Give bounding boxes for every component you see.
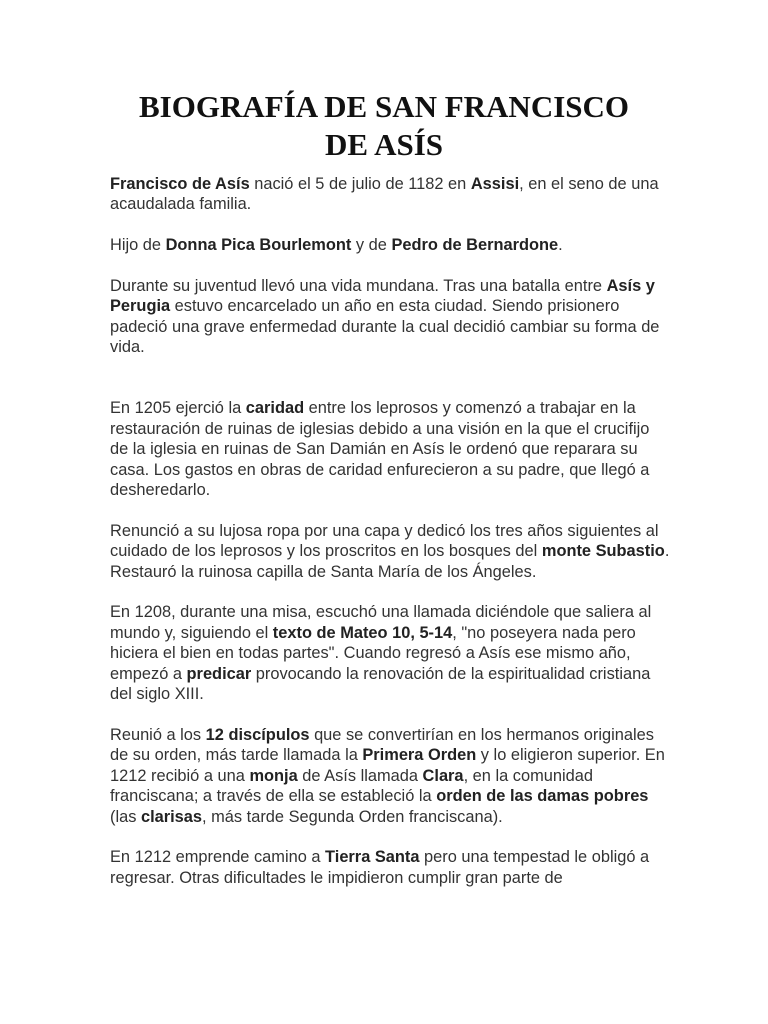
paragraph-text: , más tarde Segunda Orden franciscana). <box>202 807 503 826</box>
bold-term: orden de las damas pobres <box>436 787 649 806</box>
paragraph-text: . Restauró la ruinosa capilla de Santa María de los Ángeles. <box>110 542 670 581</box>
paragraph-text: Durante su juventud llevó una vida mundana. Tras una batalla entre <box>110 277 607 295</box>
paragraph-text: entre los leprosos y comenzó a trabajar en la restauración de ruinas de iglesias debido a una visión en la que el crucifijo de la iglesia en ruinas de San Damián en Asís le ordenó que reparara su casa. Los gastos en obras de caridad enfurecieron a su padre, que llegó a desheredarlo. <box>110 399 650 500</box>
paragraph-parents <box>110 235 670 255</box>
page-title <box>96 88 672 164</box>
paragraph-text: (las <box>110 807 141 826</box>
paragraph-text: pero una tempestad le obligó a regresar. Otras dificultades le impidieron cumplir gran parte de <box>110 848 650 887</box>
paragraph-calling <box>110 602 670 704</box>
paragraph-text: , "no poseyera nada pero hiciera el bien en todas partes". Cuando regresó a Asís ese mismo año, empezó a <box>110 623 636 683</box>
paragraph-text: En 1208, durante una misa, escuchó una llamada diciéndole que saliera al mundo y, siguiendo el <box>110 603 652 642</box>
paragraph-text: y lo eligieron superior. En 1212 recibió a una <box>110 746 665 785</box>
paragraph-charity <box>110 398 670 500</box>
paragraph-text: . <box>558 236 563 255</box>
paragraph-text: que se convertirían en los hermanos originales de su orden, más tarde llamada la <box>110 725 654 765</box>
paragraph-text: Reunió a los <box>110 725 206 744</box>
paragraph-text: Renunció a su lujosa ropa por una capa y dedicó los tres años siguientes al cuidado de los leprosos y los proscritos en los bosques del <box>110 521 659 561</box>
bold-term: monja <box>249 766 298 785</box>
title-line-2: DE ASÍS <box>324 127 444 162</box>
paragraph-order <box>110 725 670 827</box>
paragraph-text: de Asís llamada <box>297 766 423 785</box>
paragraph-text: En 1212 emprende camino a <box>110 848 326 867</box>
bold-term: clarisas <box>140 807 203 826</box>
document-body <box>110 174 670 909</box>
title-line-1: BIOGRAFÍA DE SAN FRANCISCO <box>138 89 630 124</box>
bold-term: Assisi <box>470 175 520 193</box>
bold-term: texto de Mateo 10, 5-14 <box>272 623 453 642</box>
paragraph-text: , en la comunidad franciscana; a través de ella se estableció la <box>110 766 593 806</box>
bold-term: Donna Pica Bourlemont <box>165 236 352 255</box>
bold-term: caridad <box>245 399 305 418</box>
bold-term: Asís y Perugia <box>110 277 655 316</box>
bold-term: Pedro de Bernardone <box>391 236 559 255</box>
paragraph-text: En 1205 ejerció la <box>110 399 246 418</box>
bold-term: predicar <box>186 664 252 683</box>
paragraph-text: provocando la renovación de la espiritualidad cristiana del siglo XIII. <box>110 664 651 704</box>
paragraph-birth <box>110 174 670 215</box>
bold-term: Tierra Santa <box>325 848 420 867</box>
bold-term: 12 discípulos <box>205 725 310 744</box>
paragraph-holy-land <box>110 847 670 888</box>
paragraph-text: , en el seno de una acaudalada familia. <box>110 175 659 214</box>
bold-term: Francisco de Asís <box>110 175 250 193</box>
bold-term: Primera Orden <box>362 746 477 765</box>
paragraph-text: nació el 5 de julio de 1182 en <box>249 175 471 193</box>
paragraph-text: estuvo encarcelado un año en esta ciudad. Siendo prisionero padeció una grave enfermedad durante la cual decidió cambiar su forma de vida. <box>110 297 660 357</box>
bold-term: Clara <box>422 766 464 785</box>
paragraph-renunciation <box>110 521 670 582</box>
paragraph-text: y de <box>351 236 392 255</box>
bold-term: monte Subastio <box>541 542 665 561</box>
paragraph-text: Hijo de <box>110 236 166 255</box>
paragraph-youth <box>110 276 670 358</box>
